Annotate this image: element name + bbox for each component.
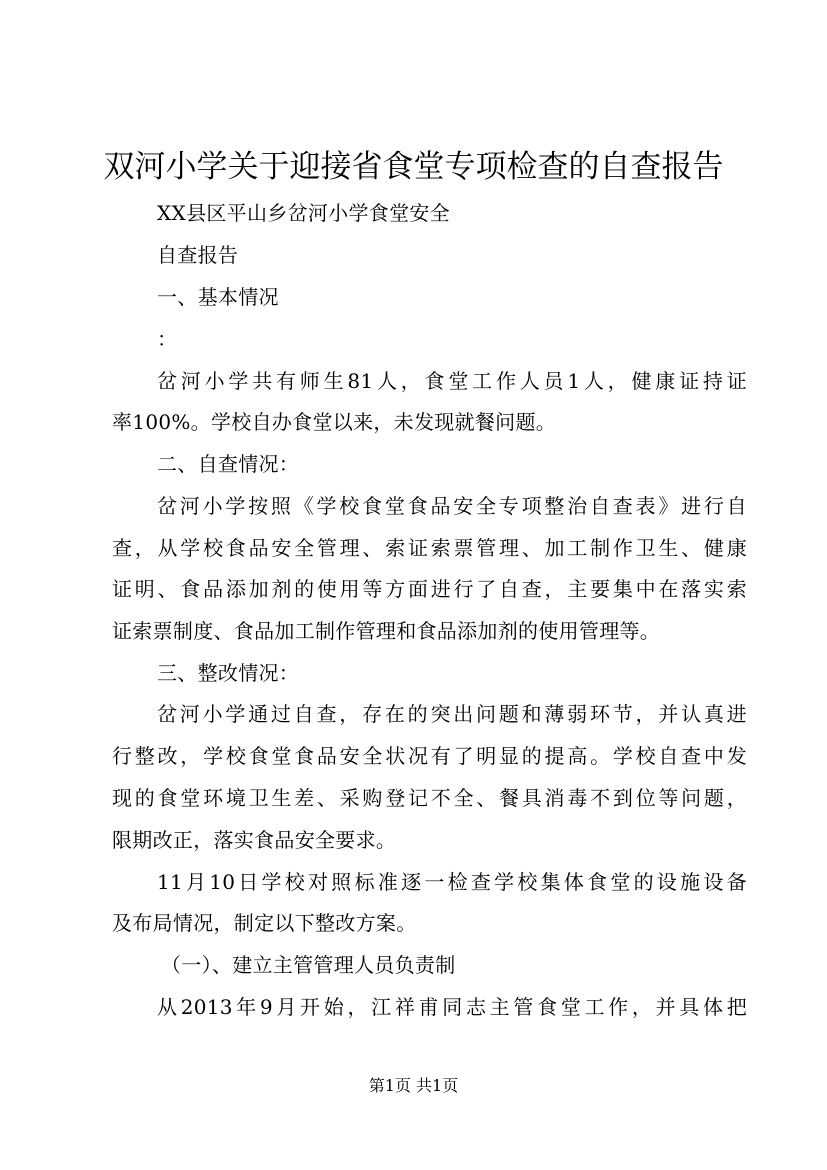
subsection-heading: （一）、建立主管管理人员负责制 [161, 953, 456, 977]
paragraph-line: 证索票制度、食品加工制作管理和食品添加剂的使用管理等。 [112, 619, 661, 643]
paragraph-line: 及布局情况，制定以下整改方案。 [112, 911, 417, 935]
paragraph-line: 限期改正，落实食品安全要求。 [112, 828, 397, 852]
page-footer: 第1页 共1页 [368, 1076, 459, 1095]
section-heading: 二、自查情况： [157, 452, 300, 476]
section-heading: 一、基本情况 [157, 285, 279, 309]
paragraph-line: 证明、食品添加剂的使用等方面进行了自查，主要集中在落实索 [112, 577, 747, 601]
subtitle-line: XX县区平山乡岔河小学食堂安全 [157, 201, 450, 225]
paragraph-line: 岔河小学通过自查，存在的突出问题和薄弱环节，并认真进 [157, 702, 747, 726]
section-heading: 三、整改情况： [157, 661, 300, 685]
paragraph-line: 从2013年9月开始，江祥甫同志主管食堂工作，并具体把 [157, 995, 747, 1019]
paragraph-line: 查，从学校食品安全管理、索证索票管理、加工制作卫生、健康 [112, 536, 747, 560]
subtitle-line: 自查报告 [157, 243, 239, 267]
document-title: 双河小学关于迎接省食堂专项检查的自查报告 [103, 149, 724, 185]
paragraph-line: ： [157, 327, 178, 351]
paragraph-line: 岔河小学按照《学校食堂食品安全专项整治自查表》进行自 [157, 494, 747, 518]
paragraph-line: 率100%。学校自办食堂以来，未发现就餐问题。 [112, 410, 557, 434]
paragraph-line: 岔河小学共有师生81人，食堂工作人员1人，健康证持证 [157, 369, 747, 393]
paragraph-line: 现的食堂环境卫生差、采购登记不全、餐具消毒不到位等问题， [112, 786, 747, 810]
paragraph-line: 行整改，学校食堂食品安全状况有了明显的提高。学校自查中发 [112, 744, 747, 768]
paragraph-line: 11月10日学校对照标准逐一检查学校集体食堂的设施设备 [157, 870, 747, 894]
